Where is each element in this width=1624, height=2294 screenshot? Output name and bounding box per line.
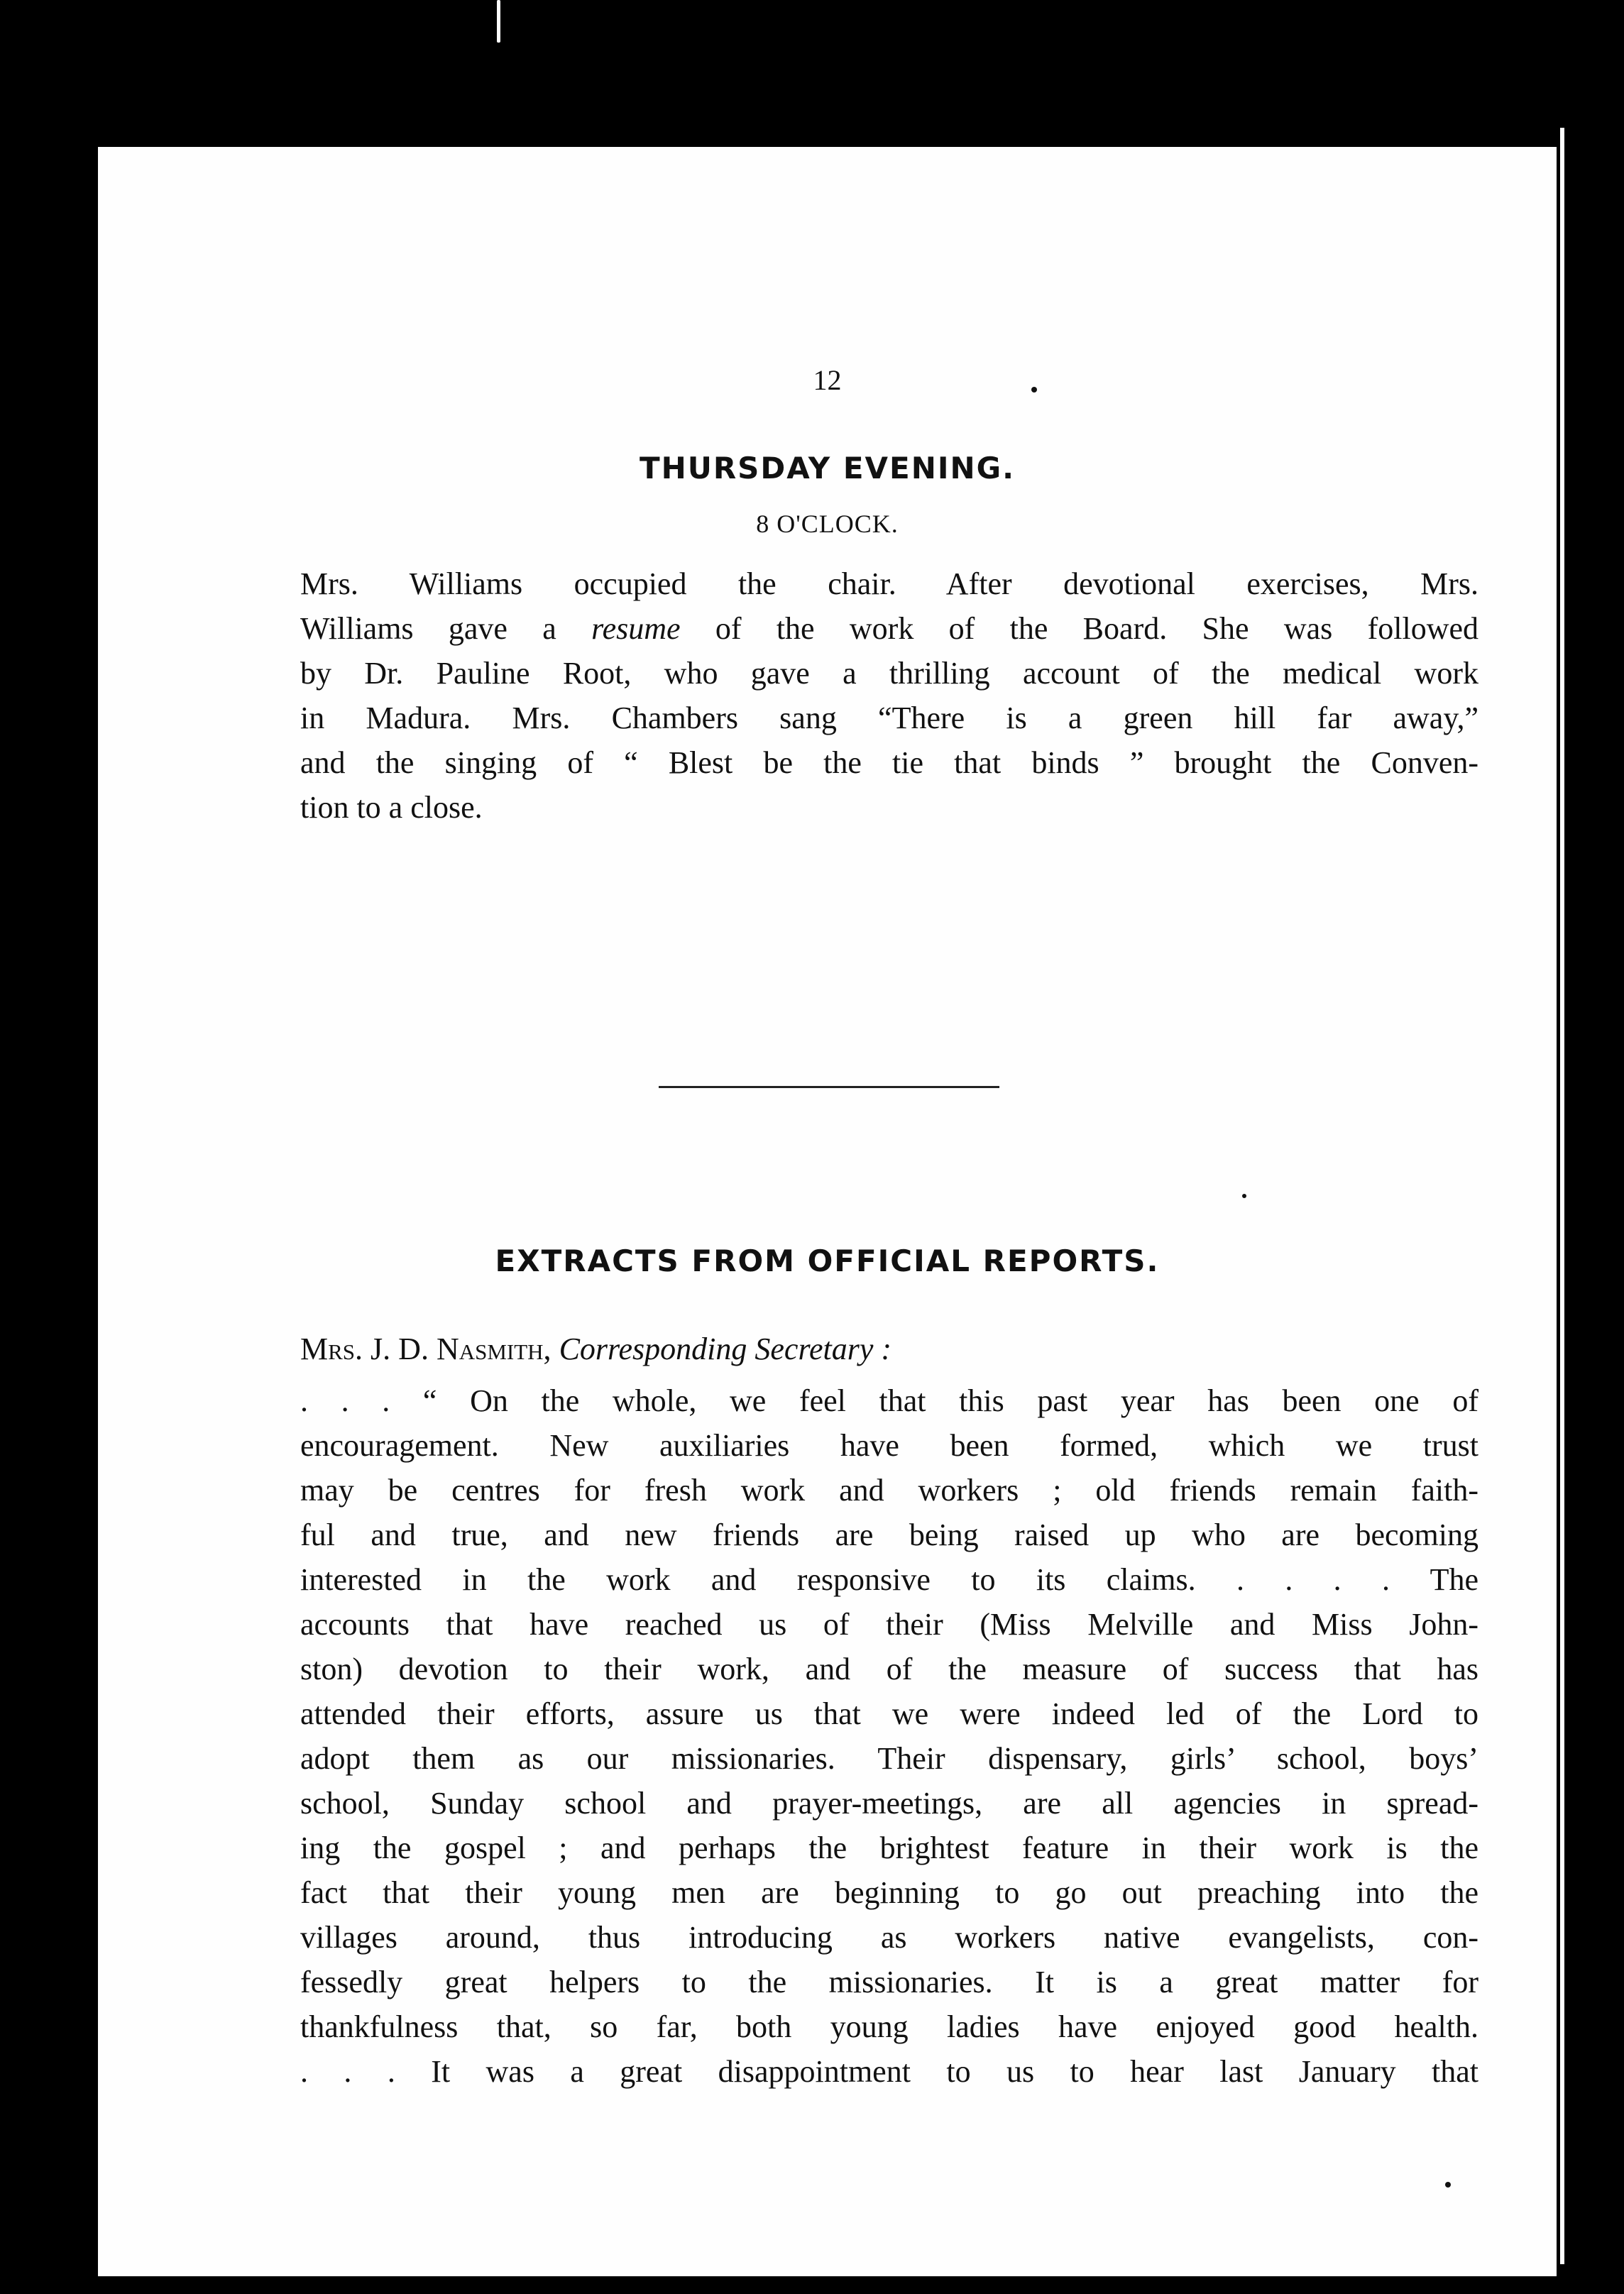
adjacent-page-edge xyxy=(1560,128,1564,2264)
paragraph-line: tion to a close. xyxy=(300,790,483,825)
resume-word: resume xyxy=(591,611,681,646)
paragraph-line: . . . “ On the whole, we feel that this past year has been one of xyxy=(300,1383,1478,1418)
paragraph-line: ing the gospel ; and perhaps the brightest feature in their work is the xyxy=(300,1831,1478,1865)
ink-dot xyxy=(1031,387,1037,393)
paragraph-line: adopt them as our missionaries. Their dispensary, girls’ school, boys’ xyxy=(300,1741,1478,1776)
paragraph-line: fessedly great helpers to the missionaries. It is a great matter for xyxy=(300,1965,1478,1999)
paragraph-line: attended their efforts, assure us that we were indeed led of the Lord to xyxy=(300,1696,1478,1731)
ink-dot xyxy=(1445,2182,1451,2188)
line-prefix: Williams gave a xyxy=(300,611,592,646)
page-content xyxy=(98,147,1557,2276)
scan-mark xyxy=(497,0,500,43)
paragraph-line: ful and true, and new friends are being raised up who are becoming xyxy=(300,1518,1478,1552)
paragraph-line: accounts that have reached us of their (Miss Melville and Miss John- xyxy=(300,1607,1478,1642)
page-number: 12 xyxy=(813,364,842,396)
thursday-evening-paragraph xyxy=(300,561,1478,830)
paragraph-line: by Dr. Pauline Root, who gave a thrilling account of the medical work xyxy=(300,656,1478,691)
section-title-thursday-evening: THURSDAY EVENING. xyxy=(639,451,1016,485)
paragraph-line: school, Sunday school and prayer-meetings, are all agencies in spread- xyxy=(300,1786,1478,1821)
section-divider xyxy=(659,1086,999,1088)
section-time: 8 O'CLOCK. xyxy=(756,510,899,538)
paragraph-line: encouragement. New auxiliaries have been formed, which we trust xyxy=(300,1428,1478,1463)
section-title-extracts: EXTRACTS FROM OFFICIAL REPORTS. xyxy=(495,1244,1160,1278)
paragraph-line: fact that their young men are beginning to go out preaching into the xyxy=(300,1875,1478,1910)
paragraph-line: interested in the work and responsive to its claims. . . . . The xyxy=(300,1562,1478,1597)
report-attribution xyxy=(300,1331,1478,1367)
paragraph-line: may be centres for fresh work and workers ; old friends remain faith- xyxy=(300,1473,1478,1508)
attribution-name: Mrs. J. D. Nasmith, xyxy=(300,1332,552,1366)
paragraph-line: . . . It was a great disappointment to us to hear last January that xyxy=(300,2054,1478,2089)
extract-paragraph xyxy=(300,1378,1478,2094)
ink-dot xyxy=(1242,1194,1246,1198)
paragraph-line: Mrs. Williams occupied the chair. After devotional exercises, Mrs. xyxy=(300,566,1478,601)
document-page xyxy=(98,147,1557,2276)
paragraph-line xyxy=(300,606,1478,651)
line-suffix: of the work of the Board. She was followed xyxy=(680,611,1478,646)
attribution-role: Corresponding Secretary : xyxy=(559,1332,892,1366)
paragraph-line: villages around, thus introducing as workers native evangelists, con- xyxy=(300,1920,1478,1955)
paragraph-line: thankfulness that, so far, both young ladies have enjoyed good health. xyxy=(300,2009,1478,2044)
paragraph-line: in Madura. Mrs. Chambers sang “There is a green hill far away,” xyxy=(300,701,1478,735)
paragraph-line: and the singing of “ Blest be the tie that binds ” brought the Conven- xyxy=(300,745,1478,780)
paragraph-line: ston) devotion to their work, and of the measure of success that has xyxy=(300,1652,1478,1686)
